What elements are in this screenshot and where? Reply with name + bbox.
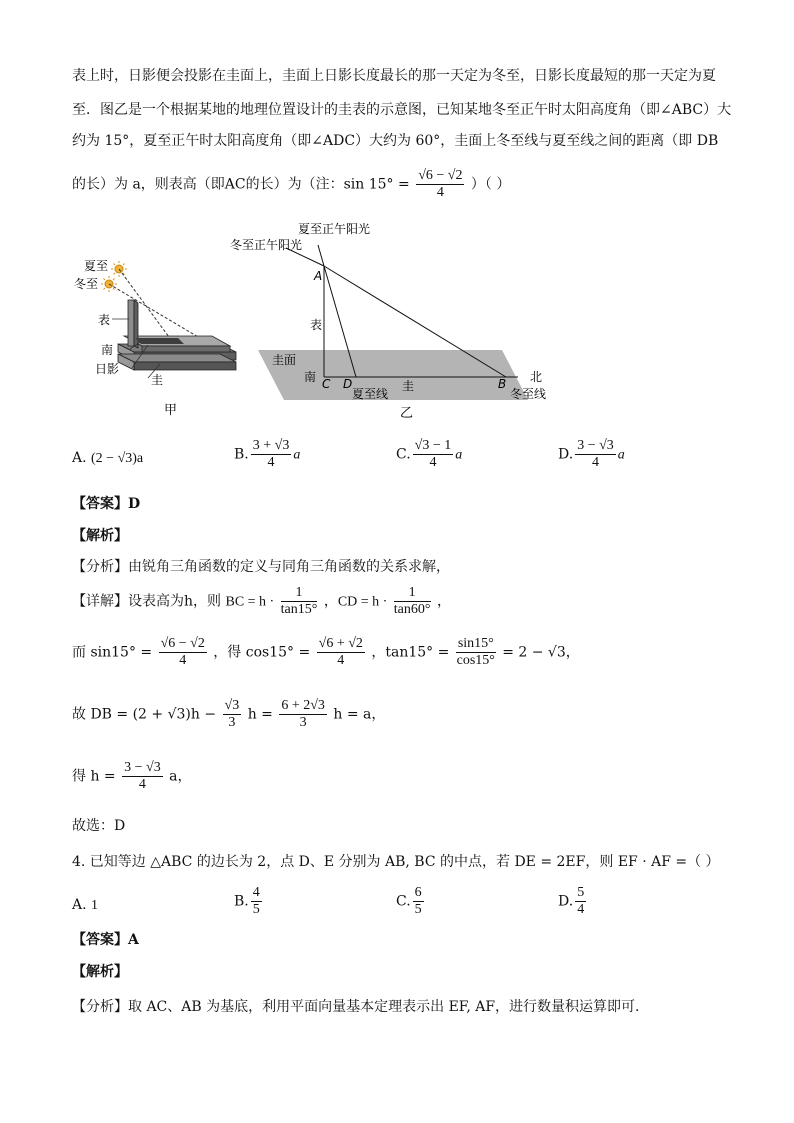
jia-biao-post (128, 300, 134, 346)
q4-option-B: B. $\frac{4}{5}$ (234, 885, 260, 917)
figure-jia (74, 259, 236, 418)
q4-option-A: A. 1 (72, 897, 99, 913)
q3-option-C: C. $\frac{√3 - 1}{4}$ a (396, 438, 463, 470)
q3-fenxi: 【分析】由锐角三角函数的定义与同角三角函数的关系求解， (72, 559, 450, 575)
q3-jiexi: 【解析】 (72, 528, 128, 544)
yi-label-guimian: 圭面 (272, 353, 297, 367)
q3-line-2: 而 sin15° = $\frac{√6 - √2}{4}$ ，得 cos15° = $\frac{√6 + √2}{4}$ ，tan15° = $\frac{\sin 15^\circ}{\cos 15^\circ}$ = 2 − √3， (72, 636, 580, 668)
yi-label-bei: 北 (530, 370, 543, 384)
q4-stem: 4. 已知等边 △ABC 的边长为 2，点 D、E 分别为 AB, BC 的中点，若 DE = 2EF，则 EF · AF =（ ） (72, 854, 720, 870)
q3-option-D: D. $\frac{3 - √3}{4}$ a (558, 438, 625, 470)
sin15-numerator: √6 − √2 (418, 168, 463, 183)
q3-select: 故选：D (72, 818, 126, 834)
jia-label-riying: 日影 (95, 362, 120, 376)
yi-label-gui: 圭 (402, 379, 415, 393)
yi-label-A: A (314, 269, 323, 283)
jia-label-biao: 表 (98, 313, 111, 327)
intro-line-4-post: ）（ ） (470, 176, 511, 193)
yi-label-biao: 表 (310, 318, 323, 332)
jia-caption: 甲 (164, 403, 178, 418)
yi-label-dongzhixian: 冬至线 (510, 387, 547, 401)
yi-label-D: D (343, 377, 353, 391)
q3-line-4: 得 h = $\frac{3 - √3}{4}$ a， (72, 760, 192, 792)
yi-label-xiazhixian: 夏至线 (352, 387, 389, 401)
yi-label-B: B (498, 377, 507, 391)
figure-yi (230, 221, 546, 421)
q4-option-C: C. $\frac{6}{5}$ (396, 885, 422, 917)
q3-option-B: B. $\frac{3 + √3}{4}$ a (234, 438, 301, 470)
q4-fenxi: 【分析】取 AC、AB 为基底，利用平面向量基本定理表示出 EF, AF，进行数量积运算即可. (72, 999, 640, 1015)
sin15-fraction (416, 168, 464, 201)
yi-label-xiazhi-light: 夏至正午阳光 (298, 222, 371, 236)
yi-label-C: C (322, 377, 331, 391)
q4-option-D: D. $\frac{5}{4}$ (558, 885, 585, 917)
jia-label-xiazhi: 夏至 (84, 259, 109, 273)
intro-line-1: 表上时，日影便会投影在圭面上，圭面上日影长度最长的那一天定为冬至，日影长度最短的那一天定为夏 (72, 68, 716, 84)
q3-line-3: 故 DB = (2 + √3)h − $\frac{√3}{3}$ h = $\frac{6 + 2√3}{3}$ h = a， (72, 698, 386, 730)
jia-shadow (135, 338, 184, 344)
yi-caption: 乙 (400, 406, 414, 421)
intro-line-3: 约为 15°，夏至正午时太阳高度角（即∠ADC）大约为 60°，圭面上冬至线与夏至线之间的距离（即 DB (72, 133, 719, 149)
intro-line-4-pre: 的长）为 a，则表高（即AC的长）为（注：sin 15° = (72, 176, 410, 193)
yi-gui-plane (258, 350, 528, 400)
intro-line-2: 至．图乙是一个根据某地的地理位置设计的圭表的示意图，已知某地冬至正午时太阳高度角（即∠ABC）大 (72, 102, 732, 118)
intro-line-4 (72, 168, 722, 201)
yi-ray-xiazhi (318, 245, 324, 266)
q3-option-A: A. (2 − √3)a (72, 450, 144, 466)
sin15-denominator: 4 (436, 185, 444, 200)
q3-detail: 【详解】设表高为h，则 BC = h · $\frac{1}{\tan 15^\circ}$ ，CD = h · $\frac{1}{\tan 60^\circ}$ ， (72, 585, 451, 617)
q4-answer: 【答案】A (72, 932, 139, 948)
q4-jiexi: 【解析】 (72, 964, 128, 980)
yi-label-nan: 南 (304, 370, 317, 384)
figure (60, 218, 560, 423)
jia-label-dongzhi: 冬至 (74, 277, 99, 291)
jia-label-nan: 南 (101, 343, 114, 357)
yi-label-dongzhi-light: 冬至正午阳光 (230, 238, 303, 252)
jia-label-gui: 圭 (151, 373, 164, 387)
q3-answer: 【答案】D (72, 496, 141, 512)
